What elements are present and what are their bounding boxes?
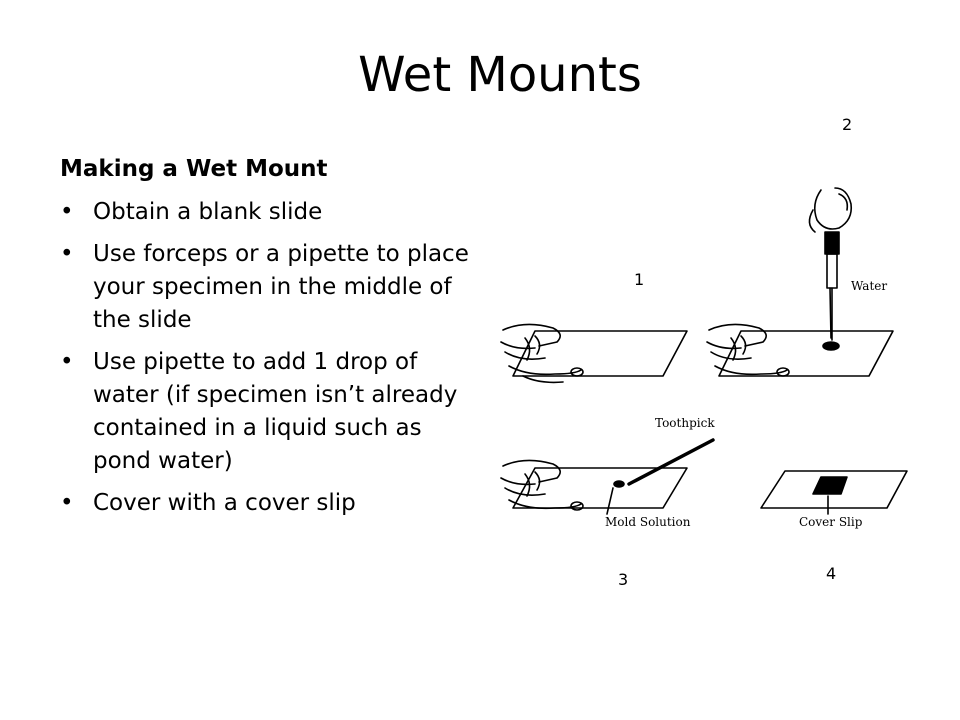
bullet-item: [60, 487, 470, 520]
bullet-text: Use forceps or a pipette to place your specimen in the middle of the slide: [93, 241, 469, 333]
slide-title: Wet Mounts: [358, 47, 642, 103]
hand-icon: [707, 324, 789, 376]
label-cover-slip: Cover Slip: [799, 515, 863, 529]
toothpick-icon: [629, 440, 713, 484]
label-water: Water: [851, 279, 888, 293]
glass-slide-icon: [513, 331, 687, 376]
step-number-1: 1: [634, 270, 645, 289]
panel-4-cover-slip: [761, 471, 907, 529]
cover-slip-icon: [813, 477, 847, 494]
bullet-text: Obtain a blank slide: [93, 199, 323, 225]
step-number-3: 3: [618, 570, 629, 589]
bullet-item: [60, 196, 470, 229]
bullet-text: Use pipette to add 1 drop of water (if specimen isn’t already contained in a liquid such as pond water): [93, 349, 458, 474]
bullet-list: [60, 196, 470, 529]
glass-slide-icon: [719, 331, 893, 376]
label-mold-solution: Mold Solution: [605, 515, 691, 529]
bullet-dot-icon: •: [60, 490, 74, 516]
step-number-4: 4: [826, 564, 837, 583]
bullet-text: Cover with a cover slip: [93, 490, 356, 516]
bullet-dot-icon: •: [60, 241, 74, 267]
bullet-dot-icon: •: [60, 349, 74, 375]
panel-3-specimen: [501, 416, 715, 529]
water-drop-icon: [823, 342, 839, 350]
bullet-item: [60, 346, 470, 478]
section-heading: Making a Wet Mount: [60, 156, 328, 182]
glass-slide-icon: [513, 468, 687, 508]
pipette-icon: [809, 188, 851, 340]
label-toothpick: Toothpick: [655, 416, 715, 430]
mold-spot-icon: [614, 481, 624, 487]
wet-mount-illustration: [495, 180, 915, 540]
step-number-2: 2: [842, 115, 853, 134]
panel-2-add-water: [707, 188, 893, 376]
bullet-item: [60, 238, 470, 337]
panel-1-blank-slide: [501, 324, 687, 382]
bullet-dot-icon: •: [60, 199, 74, 225]
